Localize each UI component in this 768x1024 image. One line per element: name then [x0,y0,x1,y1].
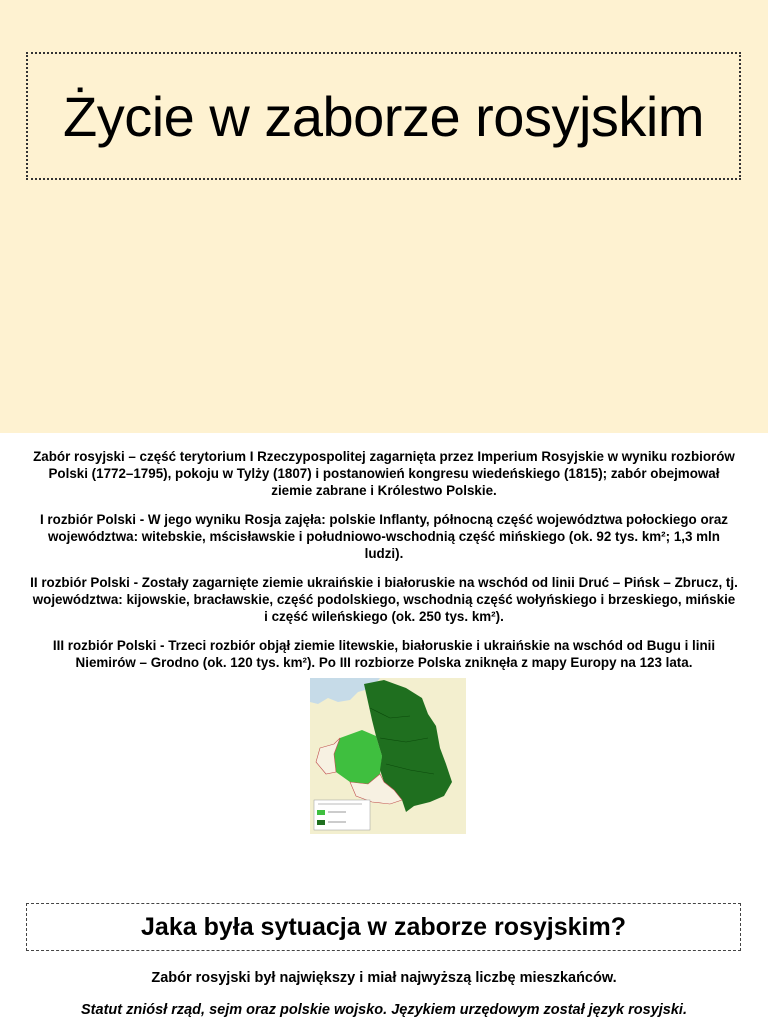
title-box [26,52,741,180]
paragraph-intro: Zabór rosyjski – część terytorium I Rzeczypospolitej zagarnięta przez Imperium Rosyjskie w wyniku rozbiorów Polski (1772–1795), pokoju w Tylży (1807) i postanowień kongresu wiedeńskiego (1815); zabór obejmował ziemie zabrane i Królestwo Polskie. [33,449,735,498]
section-heading-box [26,903,741,951]
paragraph-first-partition: I rozbiór Polski - W jego wyniku Rosja zajęła: polskie Inflanty, północną część województwa połockiego oraz województwa: witebskie, mścisławskie i południowo-wschodnią część mińskiego (ok. 92 tys. km²; 1,3 mln ludzi). [39,512,728,561]
statement-statute: Statut zniósł rząd, sejm oraz polskie wojsko. Językiem urzędowym został język rosyjski. [81,1002,687,1018]
paragraph-third-partition: III rozbiór Polski - Trzeci rozbiór objął ziemie litewskie, białoruskie i ukraińskie na wschód od Bugu i linii Niemirów – Grodno (ok. 120 tys. km²). Po III rozbiorze Polska zniknęła z mapy Europy na 123 lata. [52,638,716,670]
partition-map-image [310,678,466,834]
section-heading: Jaka była sytuacja w zaborze rosyjskim? [141,912,626,941]
paragraph-second-partition: II rozbiór Polski - Zostały zagarnięte ziemie ukraińskie i białoruskie na wschód od linii Druć – Pińsk – Zbrucz, tj. województwa: kijowskie, bracławskie, część podolskiego, wschodnią część wołyńskiego i brzeskiego, mińskie i część wileńskiego (ok. 250 tys. km²). [30,575,738,624]
content-body [30,448,738,683]
page-title: Życie w zaborze rosyjskim [63,84,704,148]
map-illustration [310,678,466,834]
statement-largest: Zabór rosyjski był największy i miał najwyższą liczbę mieszkańców. [151,970,617,986]
